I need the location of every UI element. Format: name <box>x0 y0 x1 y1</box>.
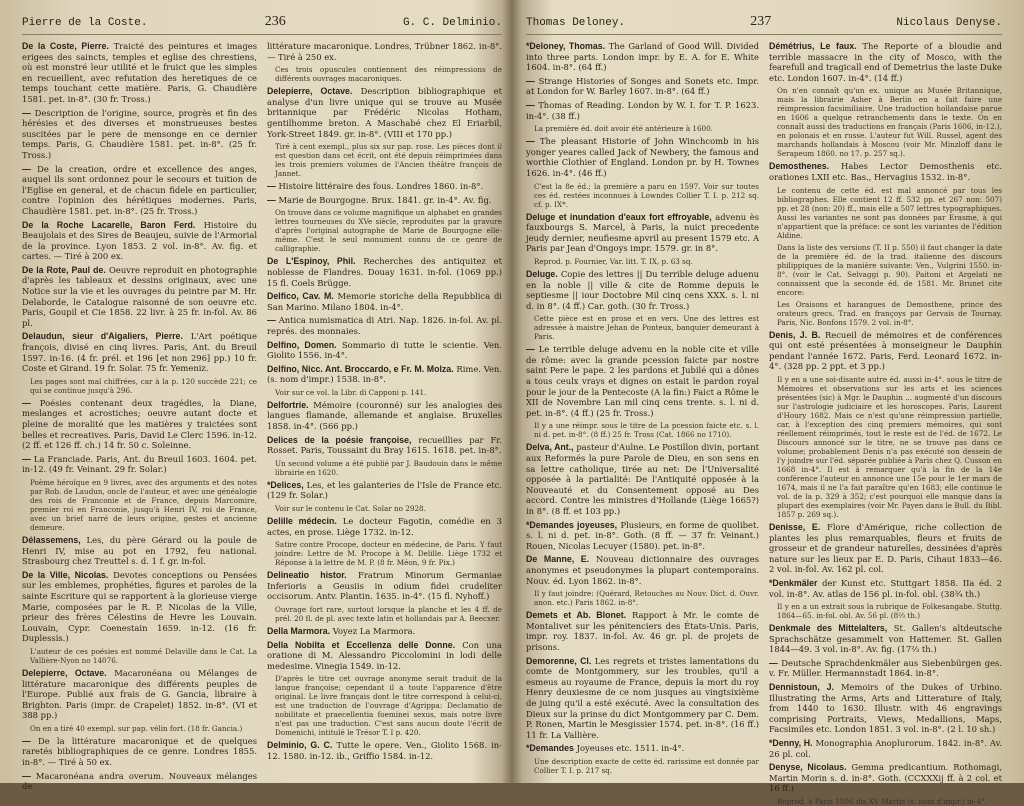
left-page <box>0 0 512 792</box>
entry-heading: Delices de la poésie françoise, <box>267 434 412 445</box>
entry-note <box>275 208 502 253</box>
entry-text: Deutsche Sprachdenkmäler aus Siebenbürgen ges. v. Fr. Müller. Hermannstadt 1864. in-8°. <box>769 657 1002 679</box>
entry-text: recueillies par Fr. Rosset. Paris, Toussaint du Bray 1615. 1618. pet. in-8°. <box>267 434 502 456</box>
entry-heading: Denis, J. B. <box>769 329 821 340</box>
bibliography-entry <box>22 398 257 451</box>
entry-text: der Kunst etc. Stuttgart 1858. IIa éd. 2 vol. in-8°. Av. atlas de 156 pl. in-fol. obl. (38¾ th.) <box>769 577 1002 599</box>
entry-heading: — <box>22 770 31 781</box>
right-column-2 <box>769 41 1002 806</box>
entry-heading: Delepierre, Octave. <box>267 86 353 97</box>
bibliography-entry <box>267 86 502 139</box>
bibliography-entry <box>22 454 257 475</box>
entry-heading: — <box>526 75 535 86</box>
entry-heading: *Delices, <box>267 479 304 490</box>
entry-text: Tutte le opere. Ven., Giolito 1568. in-12. 1580. in-12. ib., Griffio 1584. in-12. <box>267 740 502 761</box>
entry-heading: Delfino, Domen. <box>267 339 337 350</box>
entry-heading: — <box>267 181 276 192</box>
bibliography-entry <box>22 41 257 105</box>
entry-heading: De la Coste, Pierre. <box>22 41 109 51</box>
bibliography-entry <box>769 623 1002 655</box>
entry-note <box>534 182 759 209</box>
entry-text: St. Gallen's altdeutsche Sprachschätze gesammelt von Hattemer. St. Gallen 1844—49. 3 vol. in-8°. Av. fig. (17⅔ th.) <box>769 623 1002 655</box>
entry-heading: — <box>22 735 31 746</box>
bibliography-entry <box>22 668 257 721</box>
bibliography-entry <box>22 265 257 329</box>
entry-text: Con una oratione di M. Alessandro Piccolomini in lodi delle medesime. Vinegia 1549. in-12. <box>267 639 502 671</box>
bibliography-entry <box>526 520 759 552</box>
entry-text: Un second volume a été publié par J. Baudouin dans le même librairie en 1620. <box>275 458 502 477</box>
entry-note <box>777 186 1002 240</box>
entry-text: Flore d'Amérique, riche collection de plantes les plus remarquables, fleurs et fruits de grosseur et de grandeur naturelles, dessinées d'après nature sur les lieux par E. D. Paris, Cihaut 1833—46. 2 vol. in-fol. Av. 162 pl. col. <box>769 521 1002 575</box>
bibliography-entry <box>267 516 502 537</box>
entry-heading: De Manne, E. <box>526 554 590 565</box>
entry-text: Thomas of Reading. London by W. I. for T. P. 1623. in-4°. (38 ff.) <box>526 99 759 121</box>
entry-text: Il y en a un extrait sous la rubrique de Folkesangabe. Stuttg. 1864—65. in-fol. obl. Av. 56 pl. (8⅔ th.) <box>777 602 1002 621</box>
entry-note <box>30 724 257 733</box>
entry-text: Joyeuses etc. 1511. in-4°. <box>573 743 685 754</box>
entry-note <box>534 124 759 133</box>
bibliography-entry <box>526 743 759 754</box>
entry-note <box>534 257 759 266</box>
entry-heading: Denkmale des Mittelalters, <box>769 623 888 634</box>
entry-note <box>275 459 502 477</box>
entry-heading: Delfico, Cav. M. <box>267 291 334 302</box>
entry-note <box>777 375 1002 519</box>
entry-text: Plusieurs, en forme de quolibet. s. l. ni d. pet. in-8°. Goth. (8 ff. — 37 fr. Veinant.) Rouen, Nicolas Lecuyer (1580). pet. in-8°. <box>526 519 759 551</box>
entry-text: On en a tiré 40 exempl. sur pap. vélin fort. (18 fr. Gancia.) <box>30 723 243 733</box>
entry-heading: Delminio, G. C. <box>267 740 333 751</box>
entry-text: Description bibliographique et analyse d'un livre unique qui se trouve au Musée britannique par Frédéric Nicolas Hotham, gentilhomme breton. A Maschabé chez El Eriarbil, York-Street 1849. gr. in-8°. (VIII et 170 pp.) <box>267 86 502 139</box>
entry-text: Gemma predicantium. Rothomagi, Martin Morin s. d. in-8°. Goth. (CCXXXij ff. à 2 col. et 16 ff.) <box>769 762 1002 794</box>
entry-text: Les Oraisons et harangues de Demosthene, prince des orateurs grecs. Trad. en françoys par Gervais de Tournay. Paris, Nic. Bonfons 1579. 2 vol. in-8°. <box>777 299 1002 327</box>
entry-text: De la littérature macaronique et de quelques raretés bibliographiques de ce genre. Londres 1855. in-8°. — Tiré à 50 ex. <box>22 735 257 768</box>
left-column-2 <box>267 41 502 781</box>
bibliography-entry <box>526 136 759 178</box>
bibliography-entry <box>526 554 759 586</box>
entry-note <box>534 589 759 607</box>
entry-text: Histoire littéraire des fous. Londres 1860. in-8°. <box>275 181 484 192</box>
entry-text: Reprod. à Paris 1506 dis XV Martis (s. nom d'impr.) in-4°. <box>777 797 987 806</box>
entry-text: Voyez La Marmora. <box>330 626 416 636</box>
entry-text: Marie de Bourgogne. Brux. 1841. gr. in-4°. Av. fig. <box>275 194 492 205</box>
entry-heading: Denyse, Nicolaus. <box>769 762 847 773</box>
entry-text: The Reporte of a bloudie and terrible massacre in the city of Mosco, with the fearefull and tragicall end of Demetrius the laste Duke etc. London 1607. in-4°. (14 ff.) <box>769 41 1002 83</box>
entry-text: Les pages sont mal chiffrées, car à la p. 120 succède 221; ce qui se continue jusqu'à 296. <box>30 376 257 395</box>
entry-text: Oeuvre reproduit en photographie d'après les tableaux et dessins originaux, avec une Notice sur la vie et les ouvrages du peintre par M. Hr. Delaborde, le Catalogue raisonné de son oeuvre etc. Paris, Goupil et Cie 1858. 22 livr. à 25 fr. in-fol. Av. 86 pl. <box>22 264 258 328</box>
entry-heading: — <box>526 99 535 110</box>
entry-heading: — <box>267 315 276 326</box>
entry-text: Reprod. p. Fournier, Var. litt. T. IX, p. 63 sq. <box>534 256 693 266</box>
bibliography-entry <box>267 181 502 192</box>
entry-note <box>777 300 1002 327</box>
entry-text: Les, du père Gérard ou la poule de Henri IV, mise au pot en 1792, feu national. Strasbourg chez Treuttel s. d. 1 f. gr. in-fol. <box>22 534 257 567</box>
entry-heading: De L'Espinoy, Phil. <box>267 256 356 267</box>
entry-text: Devotes conceptions ou Pensées sur les emblemes, prophéties, figures et paroles de la sainte Escriture qui se rapportent à la glorieuse vierge Marie, composées par le R. P. Nicolas de la Ville, prieur des frères Célestins de Hevre les Louvain. Louvain, Cypr. Coenestain 1659. in-12. (16 fr. Duplessis.) <box>22 569 257 644</box>
entry-note <box>275 504 502 513</box>
entry-text: Voir sur le contenu le Cat. Solar no 2928. <box>275 504 426 514</box>
entry-note <box>777 602 1002 620</box>
entry-text: Poème héroïque en 9 livres, avec des arguments et des notes par Rob. de Laudun, oncle de l'auteur, et avec une généalogie des rois de Franconie et de France, depuis Marcomire, premier roi en Franconie, jusqu'à Henri IV, roi de France, avec un brief narré de leurs origine, gestes et ancienne demeure. <box>30 477 257 532</box>
entry-text: Macaronéana andra overum. Nouveaux mélanges de <box>22 770 257 792</box>
entry-heading: De la Rote, Paul de. <box>22 264 106 275</box>
entry-heading: Delineatio histor. <box>267 570 347 581</box>
bibliography-entry <box>769 161 1002 182</box>
left-column-1 <box>22 41 258 792</box>
bibliography-entry <box>769 682 1002 735</box>
bibliography-entry <box>22 736 257 768</box>
entry-heading: Délassemens, <box>22 534 81 545</box>
entry-heading: — <box>22 107 31 118</box>
entry-heading: Démétrius, Le faux. <box>769 41 857 51</box>
bibliography-entry <box>22 771 257 792</box>
entry-text: Voir sur ce vol. la Libr. di Capponi p. 141. <box>275 387 427 397</box>
entry-text: On n'en connaît qu'un ex. unique au Musée Britannique, mais la librairie Asher à Berlin en a fait faire une réimpression facsimiliaire. Une traduction hollandaise parue en 1606 a quelque retranchements dans le texte. On en connaît aussi des traductions en français (Paris 1606, in-12.), en polonais et en russe. L'auteur fut Will. Russel, agent des marchands hollandais à Moscou (voir Mr. Minzloff dans le Serapeum 1860. no 17. p. 257 sq.). <box>777 86 1002 159</box>
entry-text: Traicté des peintures et images erigees des saincts, temples et eglise des chrestiens, où est monstré leur utilité et le fruict que les simples en recueillent, avec refutation des heretiques de ce temps touchant cette matière. Paris, G. Chaudière 1581. pet. in-8°. (30 fr. Tross.) <box>22 41 257 104</box>
entry-note <box>534 757 759 775</box>
entry-text: Histoire du Beaujolais et des Sires de Beaujeu, suivie de l'Armorial de la province. Lyon 1853. 2 vol. in-8°. Av. fig. et cartes. — Tiré à 200 ex. <box>22 219 258 262</box>
entry-heading: Deluge et inundation d'eaux fort effroyable, <box>526 211 712 222</box>
bibliography-entry <box>22 164 257 217</box>
entry-text: Les regrets et tristes lamentations du comte de Montgommery, sur les troubles, qu'il a esmeus au royaume de France, depuis la mort du roy Henry deuxiesme de ce nom jusques au vingtsixième de juing qu'il a esté exécuté. Avec la consultation des Dieux sur la prinse du dict Montgommery par C. Dem. P. Ronen, Martin le Mesgissier 1574. pet. in-8°. (16 ff.) 11 fr. La Vallière. <box>526 655 759 740</box>
page-number: 237 <box>750 14 772 29</box>
entry-heading: Dennistoun, J. <box>769 682 834 693</box>
entry-text: Description de l'origine, source, progrès et fin des hérésies et des diverses et monstrueuses bestes suscitées par le pere de mensonge en ce dernier temps. Paris, G. Chaudière 1581. pet. in-8°. (25 fr. Tross.) <box>22 107 257 160</box>
entry-heading: — <box>769 657 778 668</box>
right-column-1 <box>526 41 759 781</box>
entry-heading: *Denny, H. <box>769 738 813 749</box>
bibliography-entry <box>526 656 759 741</box>
entry-text: Il y en a une soi-disante autre éd. aussi in-4°. sous le titre de Mémoires et observations sur les arts et les sciences présentées (sic) à Mgr. le Dauphin ... augmenté d'un discours sur l'astrologie judiciaire et les horoscopes. Paris, Laurent d'Houry 1682. Mais ce n'est qu'une réimpression partielle, car, à l'exception des cinq premiers mémoires, qui sont réellement réimprimés, tout le reste est de l'éd. de 1672. Le Discours annoncé sur le titre, ne se trouve pas dans ce volume; probablement Denis n'a pas exécuté son dessein de l'y joindre sur l'éd. séparée publiée à Paris chez Q. Cusson en 1668 in-4°. Il est à remarquer qu'à la fin de la 14e conférence l'auteur en annonce une 15e pour le 1er mars de 1674, mais il ne l'a fait paraître qu'en 1683; elle continue le vol. de la p. 329 à 352; c'est pourquoi elle manque dans la plupart des exemplaires (voir Mr. Payen dans le Bull. du Bibl. 1857 p. 269 sq.). <box>777 374 1002 519</box>
entry-note <box>275 388 502 397</box>
entry-note <box>534 421 759 439</box>
entry-note <box>275 540 502 567</box>
entry-heading: Della Nobilta et Eccellenza delle Donne. <box>267 639 456 650</box>
right-page-header <box>526 14 1002 35</box>
entry-text: Le contenu de cette éd. est mal annoncé par tous les bibliographes. Elle contient 12 ff. 532 pp. et 267 non: 507) pp. et 28 (non: 20) ff., mais elle a 507 lettres typographiques. Aussi les variantes ne sont pas données par Erasme, à qui n'appartient que la préface: ce sont les variantes de l'édition Aldine. <box>777 185 1002 240</box>
entry-text: Poésies contenant deux tragédies, la Diane, meslanges et acrostiches; oeuvre autant docte et pleine de moralité que les matières y traictées sont belles et recreatives. Paris, David Le Clerc 1596. in-12. (2 ff. et 126 ff. ch.) 14 fr. 50 c. Soleinne. <box>22 397 257 451</box>
entry-text: Le terrible deluge advenu en la noble cite et ville de rôme: avec la grande pcession faicte par nostre saint Pere le pape. 2 les pardons et Jubilé qui a dônes a tous ceulx vrays et dignes on estait le pardon royal pour le jour de la Pentecoste (A la fin:) Faict a Rôme le XII de Novembre Lan mil cinq cens trente. s. l. ni d. pet. in-8°. (4 ff.) (25 fr. Tross.) <box>526 344 759 418</box>
entry-text: L'Art poétique françois, divisé en cinq livres. Paris, Ant. du Breuil 1597. in-16. (4 fr. prél. et 196 [et non 296] pp.) 10 fr. Coste et Girand. 19 fr. Solar. 75 fr. Yemeniz. <box>22 331 257 374</box>
entry-text: De la creation, ordre et excellence des anges, auquel ils sont ordonnez pour le secours et tuition de l'Eglise en general, et de chacun fidele en particulier, contre l'opinion des hérétiques modernes. Paris, Chaudière 1581. pet. in-8°. (25 fr. Tross.) <box>22 163 257 216</box>
entry-note <box>777 243 1002 297</box>
entry-heading: — <box>22 397 31 408</box>
bibliography-entry <box>22 535 257 567</box>
entry-note <box>275 65 502 83</box>
entry-note <box>30 647 257 665</box>
entry-heading: Deluge. <box>526 268 558 279</box>
entry-heading: *Demandes joyeuses, <box>526 519 618 530</box>
bibliography-entry <box>267 41 502 62</box>
entry-heading: Demets et Ab. Blonet. <box>526 610 627 621</box>
entry-text: Il y a une réimpr. sous le titre de La pcession faicte etc. s. l. ni d. pet. in-8°. (8 ff.) 25 fr. Tross (Cat. 1866 no 1710). <box>534 421 759 440</box>
entry-text: Recueil de mémoires et de conférences qui ont esté présentées à monseigneur le Dauphin pendant l'année 1672. Paris, Ferd. Leonard 1672. in-4°. (328 pp. 2 ppt. et 3 pp.) <box>769 329 1002 372</box>
bibliography-entry <box>769 658 1002 679</box>
entry-text: The Garland of Good Will. Divided into three parts. London impr. by E. A. for E. White 1604. in-8°. (64 ff.) <box>526 41 759 73</box>
entry-heading: Delaudun, sieur d'Aigaliers, Pierre. <box>22 331 183 342</box>
bibliography-entry <box>267 480 502 501</box>
left-page-columns <box>22 41 502 792</box>
entry-heading: *Demandes <box>526 743 574 754</box>
entry-note <box>777 797 1002 806</box>
bibliography-entry <box>769 578 1002 599</box>
bibliography-entry <box>22 220 257 262</box>
entry-heading: — <box>267 194 276 205</box>
entry-heading: Demosthenes. <box>769 161 830 172</box>
running-head-left: Pierre de la Coste. <box>22 17 148 29</box>
entry-text: Une description exacte de cette éd. rarissime est donnée par Collier T. I. p. 217 sq. <box>534 756 759 775</box>
entry-text: La Franciade. Paris, Ant. du Breuil 1603. 1604. pet. in-12. (49 fr. Veinant. 29 fr. Solar.) <box>22 453 257 475</box>
entry-heading: *Deloney, Thomas. <box>526 41 606 51</box>
entry-text: The pleasant Historie of John Winchcomb in his yonger yeares called Jack of Newbery, the famous and worthie Clothier of England. London pr. by H. Townes 1626. in-4°. (46 ff.) <box>526 136 759 178</box>
entry-text: Rime. Ven. (s. nom d'impr.) 1538. in-8°. <box>267 363 502 385</box>
entry-text: Copie des lettres || Du terrible deluge aduenu en la noble || ville & cite de Romme depuis le septiesme || iour Doctobre Mil cinq cens XXX. s. l. ni d. in 8°. (4 ff.) Car. goth. (30 fr. Tross.) <box>526 268 759 311</box>
entry-heading: Delepierre, Octave. <box>22 667 107 678</box>
bibliography-entry <box>267 291 502 312</box>
bibliography-entry <box>526 442 759 516</box>
entry-text: La première éd. doit avoir été antérieure à 1600. <box>534 124 713 134</box>
bibliography-entry <box>267 435 502 456</box>
bibliography-entry <box>526 41 759 73</box>
entry-heading: *Denkmäler <box>769 577 818 588</box>
page-number: 236 <box>264 14 286 29</box>
right-page <box>512 0 1024 806</box>
bibliography-entry <box>267 400 502 432</box>
entry-text: D'après le titre cet ouvrage anonyme serait traduit de la langue françoise; cependant il a toute l'apparence d'être original. Le livre français dont le titre correspond à celui-ci, est une traduction de l'ouvrage d'Agrippa: Declamatio de nobilitate et praecellentia foeminei sexus, mais notre livre n'est pas une traduction. C'est sans aucun doute l'écrit de Domenichi, intitulé le Trésor T. I p. 420. <box>275 674 502 738</box>
entry-text: pasteur d'Aulne. Le Postillon divin, portant aux Reformés la pure Parole de Dieu, en son sens en sa lettre catholique, tirée au net: De l'Universalité opposée à la partialité: De l'Antiquité opposée à la Nouveauté et du Consentement opposé au Des accord. Contre les ministres d'Hollande (Liège 1665?) in 8°. (8 ff. et 103 pp.) <box>526 442 759 516</box>
bibliography-entry <box>526 344 759 418</box>
bibliography-entry <box>22 570 257 644</box>
entry-text: Memorie storiche della Repubblica di San Marino. Milano 1804. in-4°. <box>267 291 502 312</box>
entry-text: advenu ès fauxbourgs S. Marcel, à Paris, la nuict precedente jeudy dernier, neufiesme apvril au present 1579 etc. A Paris par Jean d'Ongoys impr. 1579. gr. in 8°. <box>526 211 759 254</box>
entry-heading: — <box>526 344 535 355</box>
entry-text: Fratrum Minorum Germaniae Inferioris a Geusiis in odium fidei crudeliter occisorum. Antv. Plantin. 1635. in-4°. (15 fl. Nyhoff.) <box>267 570 502 602</box>
entry-text: Il y faut joindre: (Quérard, Retouches au Nouv. Dict. d. Ouvr. anon. etc.) Paris 1862. in-8°. <box>534 589 759 608</box>
entry-note <box>275 605 502 623</box>
bibliography-entry <box>769 522 1002 575</box>
bibliography-entry <box>267 364 502 385</box>
entry-text: Habes Lector Demosthenis etc. orationes LXII etc. Bas., Hervagius 1532. in-8°. <box>769 161 1002 182</box>
bibliography-entry <box>22 331 257 373</box>
entry-heading: Delille médecin. <box>267 516 337 527</box>
left-page-header <box>22 14 502 35</box>
bibliography-entry <box>769 738 1002 759</box>
entry-text: Les, et les galanteries de l'Isle de France etc. (129 fr. Solar.) <box>267 479 502 501</box>
bibliography-entry <box>769 41 1002 83</box>
entry-text: Strange Histories of Songes and Sonets etc. Impr. at London for W. Barley 1607. in-8°. (64 ff.) <box>526 75 759 97</box>
right-page-columns <box>526 41 1002 806</box>
entry-text: Recherches des antiquitez et noblesse de Flandres. Douay 1631. in-fol. (1069 pp.) 15 fl. Coels Brügge. <box>267 256 502 288</box>
bibliography-entry <box>267 340 502 361</box>
entry-heading: Demorenne, Cl. <box>526 655 592 666</box>
bibliography-entry <box>267 195 502 206</box>
entry-heading: — <box>22 163 31 174</box>
entry-heading: — <box>22 453 31 464</box>
bibliography-entry <box>267 640 502 672</box>
entry-text: L'auteur de ces poésies est nommé Delaville dans le Cat. La Vallière-Nyon no 14076. <box>30 646 257 665</box>
entry-text: C'est la 8e éd.; la première a paru en 1597. Voir sur toutes ces éd. restées inconnues à Lowndes Collier T. I. p. 212 sq. cf. p. IX*. <box>534 181 759 209</box>
entry-heading: — <box>526 136 535 147</box>
entry-text: Mémoire (couronné) sur les analogies des langues flamande, allemande et anglaise. Bruxelles 1858. in-4°. (566 pp.) <box>267 399 502 432</box>
bibliography-entry <box>526 100 759 121</box>
entry-text: Ces trois opuscules contiennent des réimpressions de différents ouvrages macaroniques. <box>275 65 502 84</box>
entry-text: Le docteur Fagotin, comédie en 3 actes, en prose. Liège 1732. in-12. <box>267 516 502 537</box>
bibliography-entry <box>526 610 759 652</box>
entry-text: Monographia Anoplurorum. 1842. in-8°. Av. 26 pl. col. <box>769 738 1002 759</box>
entry-text: Memoirs of the Dukes of Urbino. Illustrating the Arms, Arts and Litterature of Italy, from 1440 to 1630. Illustr. with 46 engravings comprising Portraits, Views, Medallions, Maps, Facsimiles etc. London 1851. 3 vol. in-8°. (2 l. 10 sh.) <box>769 682 1002 735</box>
bibliography-entry <box>267 570 502 602</box>
bibliography-entry <box>267 256 502 288</box>
entry-text: littérature macaronique. Londres, Trübner 1862. in-8°. — Tiré à 250 ex. <box>267 41 502 62</box>
bibliography-entry <box>267 626 502 637</box>
entry-text: Cette pièce est en prose et en vers. Une des lettres est adressée à maistre Jehan de Ponteux, banquier demeurant à Paris. <box>534 314 759 342</box>
entry-heading: Delfortrie. <box>267 399 309 410</box>
entry-text: Dans la liste des versions (T. II p. 550) il faut changer la date de la première éd. de la trad. italienne des discours philippiques de la manière suivante: Ven., Vulgrini 1550. in-8°. (voir le Cat. Selvaggi p. 90). Paitoni et Argelati ne connaissent que la seconde éd. de 1581. Mr. Brunet cite encore: <box>777 242 1002 297</box>
entry-note <box>30 377 257 395</box>
running-head-left: Thomas Deloney. <box>526 17 626 29</box>
entry-text: On trouve dans ce volume magnifique un alphabet en grandes lettres tourneuses du XVe siècle, reproduites par la gravure d'après l'original autographe de Marie de Bourgogne elle-même. C'est le seul monument connu de ce genre de calligraphie. <box>275 208 502 254</box>
bibliography-entry <box>769 330 1002 372</box>
bibliography-entry <box>526 76 759 97</box>
bibliography-entry <box>267 315 502 336</box>
entry-heading: Delfino, Nicc. Ant. Broccardo, e Fr. M. Molza. <box>267 363 454 374</box>
bibliography-entry <box>267 740 502 761</box>
entry-note <box>275 674 502 737</box>
entry-text: Sommario di tutte le scientie. Ven. Giolito 1556. in-4°. <box>267 339 502 361</box>
entry-text: Rapport à Mr. le comte de Montalivet sur les pénitenciers des États-Unis. Paris, impr. roy. 1837. in-fol. Av. 46 gr. pl. de projets de prisons. <box>526 610 759 652</box>
running-head-right: G. C. Delminio. <box>402 17 502 29</box>
entry-text: Antica numismatica di Atri. Nap. 1826. in-fol. Av. pl. représ. des monnaies. <box>267 315 502 336</box>
entry-text: Tiré à cent exempl., plus six sur pap. rose. Les pièces dont il est question dans cet écrit, ont été depuis réimprimées dans les trois premiers volumes de l'Ancien théâtre françois de Jannet. <box>275 142 502 179</box>
entry-heading: Delva, Ant., <box>526 442 574 453</box>
running-head-right: Nicolaus Denyse. <box>896 17 1002 29</box>
entry-note <box>777 86 1002 158</box>
entry-text: Nouveau dictionnaire des ouvrages anonymes et pseudonymes la plupart contemporains. Nouv. éd. Lyon 1862. in-8°. <box>526 554 759 586</box>
entry-note <box>275 142 502 178</box>
entry-heading: Denisse, E. <box>769 521 821 532</box>
entry-text: Macaronéana ou Mélanges de littérature macaronique des différents peuples de l'Europe. Publié aux frais de G. Gancia, libraire à Brighton. Paris (impr. de Crapelet) 1852. in-8°. (VI et 388 pp.) <box>22 667 257 721</box>
entry-heading: De la Ville, Nicolas. <box>22 569 109 580</box>
bibliography-entry <box>526 212 759 254</box>
entry-note <box>30 478 257 532</box>
entry-heading: De la Roche Lacarelle, Baron Ferd. <box>22 219 196 230</box>
bibliography-entry <box>526 269 759 311</box>
entry-text: Ouvrage fort rare, surtout lorsque la planche et les 4 ff. de prél. 20 fl. de pl. avec texte latin et hollandais par A. Beecxer. <box>275 605 502 623</box>
bibliography-entry <box>22 108 257 161</box>
entry-note <box>534 314 759 341</box>
entry-text: Satire contre Procope, docteur en médecine, de Paris. Y faut joindre: Lettre de M. Procope à M. Delille. Liège 1732 et Réponse à la lettre de M. P. (8 fr. Méon, 9 fr. Pix.) <box>275 540 502 568</box>
entry-heading: Della Marmora. <box>267 626 331 636</box>
bibliography-entry <box>769 762 1002 794</box>
